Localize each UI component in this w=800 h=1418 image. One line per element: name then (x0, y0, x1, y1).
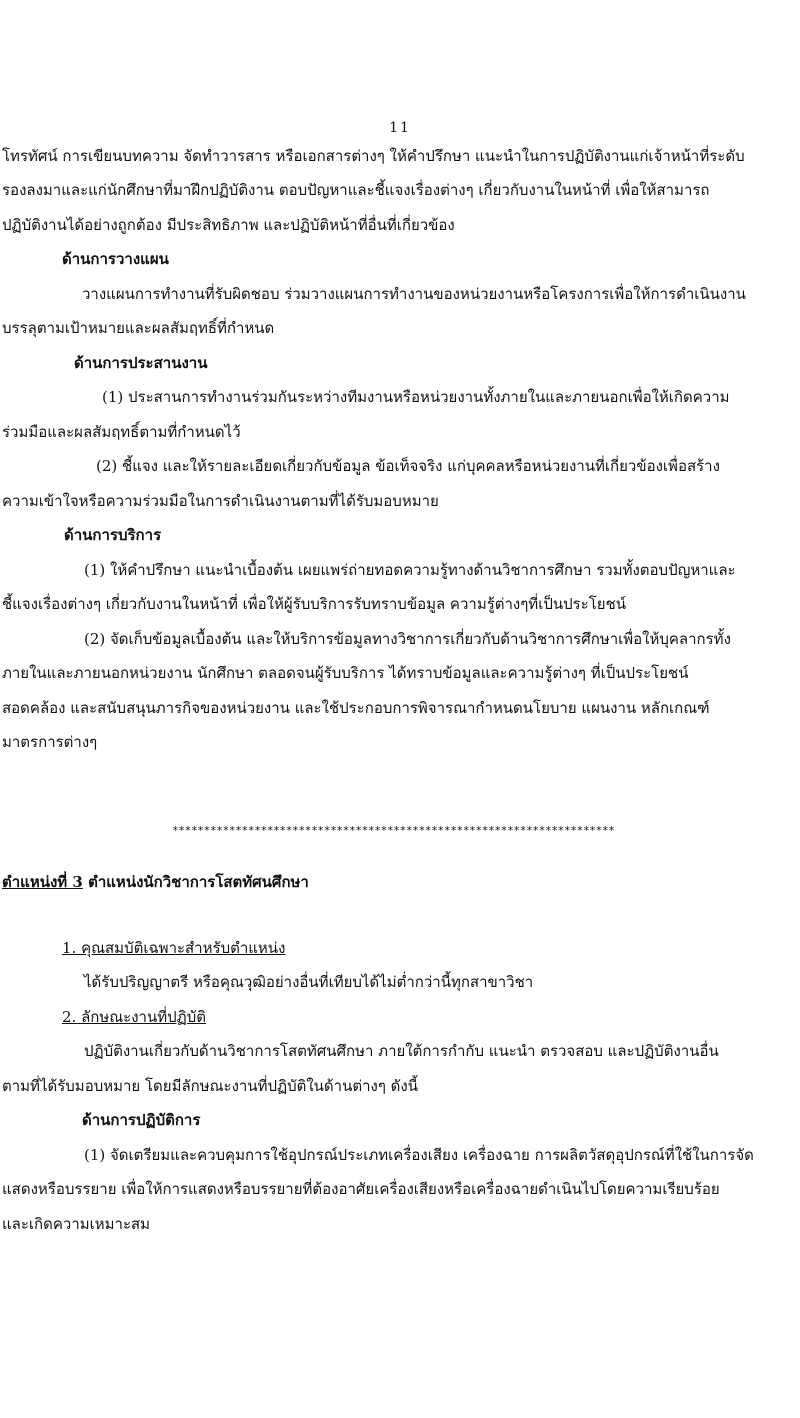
paragraph-line: ภายในและภายนอกหน่วยงาน นักศึกษา ตลอดจนผู้รับบริการ ได้ทราบข้อมูลและความรู้ต่างๆ ที่เป็นประโยชน์ (2, 664, 689, 682)
position-label: ตำแหน่งที่ 3 (2, 873, 83, 891)
paragraph-line: โทรทัศน์ การเขียนบทความ จัดทำวารสาร หรือเอกสารต่างๆ ให้คำปรึกษา แนะนำในการปฏิบัติงานแก่เจ้าหน้าที่ระดับ (2, 147, 745, 165)
page-number: 11 (389, 120, 411, 136)
paragraph-line: (1) ให้คำปรึกษา แนะนำเบื้องต้น เผยแพร่ถ่ายทอดความรู้ทางด้านวิชาการศึกษา รวมทั้งตอบปัญหาและ (84, 561, 736, 579)
position-title: ตำแหน่งนักวิชาการโสตทัศนศึกษา (88, 873, 309, 891)
paragraph-line: วางแผนการทำงานที่รับผิดชอบ ร่วมวางแผนการทำงานของหน่วยงานหรือโครงการเพื่อให้การดำเนินงาน (82, 285, 746, 303)
subsection-duties: 2. ลักษณะงานที่ปฏิบัติ (62, 1008, 206, 1026)
paragraph-line: ปฏิบัติงานได้อย่างถูกต้อง มีประสิทธิภาพ และปฏิบัติหน้าที่อื่นที่เกี่ยวข้อง (2, 216, 455, 234)
paragraph-line: (1) ประสานการทำงานร่วมกันระหว่างทีมงานหรือหน่วยงานทั้งภายในและภายนอกเพื่อให้เกิดความ (102, 388, 730, 406)
paragraph-line: บรรลุตามเป้าหมายและผลสัมฤทธิ์ที่กำหนด (2, 319, 275, 337)
separator-line: ********************************************************************** (172, 824, 615, 837)
paragraph-line: มาตรการต่างๆ (2, 733, 98, 751)
paragraph-line: แสดงหรือบรรยาย เพื่อให้การแสดงหรือบรรยายที่ต้องอาศัยเครื่องเสียงหรือเครื่องฉายดำเนินไปโดยความเรียบร้อย (2, 1180, 720, 1198)
paragraph-line: ชี้แจงเรื่องต่างๆ เกี่ยวกับงานในหน้าที่ เพื่อให้ผู้รับบริการรับทราบข้อมูล ความรู้ต่างๆที่เป็นประโยชน์ (2, 595, 627, 613)
paragraph-line: (2) จัดเก็บข้อมูลเบื้องต้น และให้บริการข้อมูลทางวิชาการเกี่ยวกับด้านวิชาการศึกษาเพื่อให้บุคลากรทั้ง (84, 630, 731, 648)
paragraph-line: ร่วมมือและผลสัมฤทธิ์ตามที่กำหนดไว้ (2, 423, 241, 441)
paragraph-line: รองลงมาและแก่นักศึกษาที่มาฝึกปฏิบัติงาน ตอบปัญหาและชี้แจงเรื่องต่างๆ เกี่ยวกับงานในหน้าที่ เพื่อให้สามารถ (2, 181, 710, 199)
paragraph-line: (1) จัดเตรียมและควบคุมการใช้อุปกรณ์ประเภทเครื่องเสียง เครื่องฉาย การผลิตวัสดุอุปกรณ์ที่ใช้ในการจัด (84, 1146, 754, 1164)
section-heading-planning: ด้านการวางแผน (62, 250, 169, 268)
paragraph-line: ได้รับปริญญาตรี หรือคุณวุฒิอย่างอื่นที่เทียบได้ไม่ต่ำกว่านี้ทุกสาขาวิชา (84, 973, 534, 991)
paragraph-line: ความเข้าใจหรือความร่วมมือในการดำเนินงานตามที่ได้รับมอบหมาย (2, 492, 439, 510)
paragraph-line: สอดคล้อง และสนับสนุนภารกิจของหน่วยงาน และใช้ประกอบการพิจารณากำหนดนโยบาย แผนงาน หลักเกณฑ์ (2, 699, 710, 717)
paragraph-line: และเกิดความเหมาะสม (2, 1215, 151, 1233)
position-heading (2, 872, 309, 892)
section-heading-operations: ด้านการปฏิบัติการ (82, 1111, 201, 1129)
paragraph-line: ตามที่ได้รับมอบหมาย โดยมีลักษณะงานที่ปฏิบัติในด้านต่างๆ ดังนี้ (2, 1077, 418, 1095)
subsection-qualifications: 1. คุณสมบัติเฉพาะสำหรับตำแหน่ง (62, 939, 286, 957)
section-heading-service: ด้านการบริการ (64, 526, 162, 544)
paragraph-line: (2) ชี้แจง และให้รายละเอียดเกี่ยวกับข้อมูล ข้อเท็จจริง แก่บุคคลหรือหน่วยงานที่เกี่ยวข้องเพื่อสร้าง (96, 457, 720, 475)
section-heading-coordination: ด้านการประสานงาน (74, 354, 208, 372)
paragraph-line: ปฏิบัติงานเกี่ยวกับด้านวิชาการโสตทัศนศึกษา ภายใต้การกำกับ แนะนำ ตรวจสอบ และปฏิบัติงานอื่น (84, 1042, 719, 1060)
